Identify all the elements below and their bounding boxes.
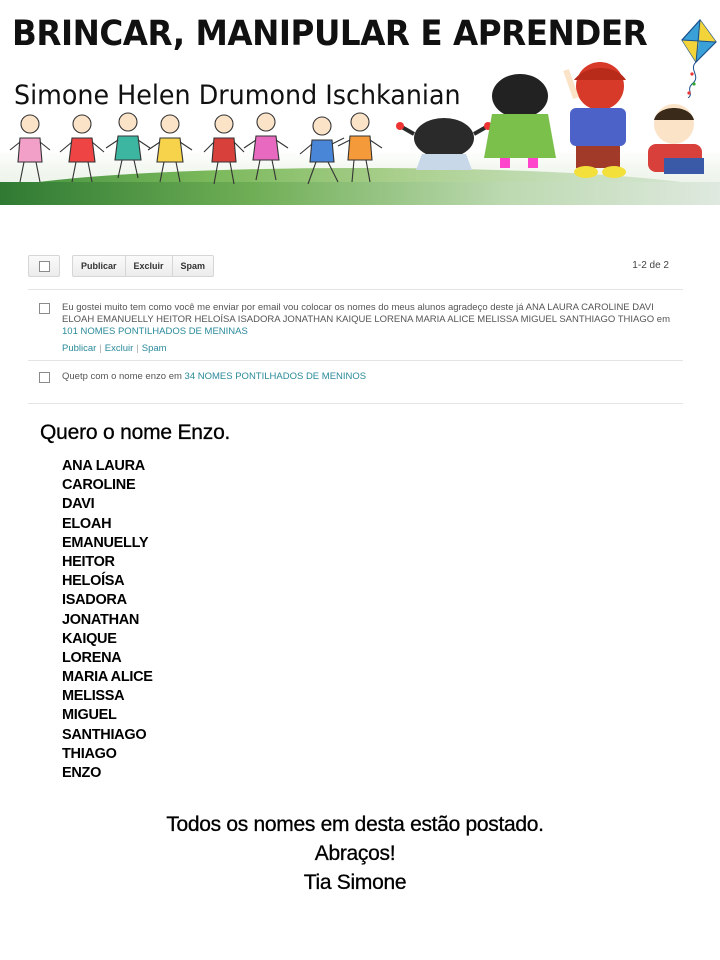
divider (28, 403, 683, 404)
publish-link[interactable]: Publicar (62, 343, 97, 354)
reply-heading: Quero o nome Enzo. (40, 421, 231, 444)
closing-line: Abraços! (314, 842, 396, 865)
name-item: LORENA (62, 649, 122, 666)
children-drawings (8, 112, 408, 192)
comment-item (28, 302, 683, 360)
closing-message (0, 810, 710, 897)
delete-link[interactable]: Excluir (104, 343, 134, 354)
signature: Tia Simone (303, 871, 407, 894)
name-item: ISADORA (62, 592, 127, 609)
comment-checkbox[interactable] (39, 372, 50, 383)
name-item: ELOAH (62, 515, 112, 532)
name-item: DAVI (62, 496, 95, 513)
name-item: MELISSA (62, 688, 125, 705)
name-item: CAROLINE (62, 477, 136, 494)
spam-button[interactable]: Spam (172, 255, 215, 277)
names-list (62, 457, 153, 783)
name-item: HELOÍSA (62, 573, 125, 590)
name-item: JONATHAN (62, 611, 140, 628)
action-buttons (72, 255, 214, 277)
select-all-dropdown[interactable] (28, 255, 60, 277)
closing-line: Todos os nomes em desta estão postado. (166, 813, 544, 836)
comment-post-link[interactable]: 34 NOMES PONTILHADOS DE MENINOS (184, 371, 367, 382)
comment-body (62, 302, 683, 338)
comment-moderation-panel (28, 255, 683, 404)
name-item: ENZO (62, 765, 102, 781)
name-item: EMANUELLY (62, 534, 149, 551)
blog-author: Simone Helen Drumond Ischkanian (14, 80, 461, 111)
publish-button[interactable]: Publicar (72, 255, 126, 277)
divider (28, 360, 683, 361)
blog-header-banner (0, 0, 720, 205)
name-item: ANA LAURA (62, 458, 145, 474)
name-item: MARIA ALICE (62, 669, 153, 686)
name-item: KAIQUE (62, 630, 117, 647)
spam-link[interactable]: Spam (141, 343, 167, 354)
checkbox-icon[interactable] (39, 261, 50, 272)
name-item: SANTHIAGO (62, 726, 147, 743)
name-item: HEITOR (62, 553, 115, 570)
comment-text: Quetp com o nome enzo (62, 371, 167, 382)
moderation-toolbar (28, 255, 683, 277)
name-item: MIGUEL (62, 707, 117, 724)
name-item: THIAGO (62, 745, 117, 762)
children-back-view (396, 58, 720, 184)
delete-button[interactable]: Excluir (125, 255, 173, 277)
blog-title: BRINCAR, MANIPULAR E APRENDER (12, 14, 648, 54)
pagination-count: 1-2 de 2 (632, 260, 669, 271)
comment-post-link[interactable]: 101 NOMES PONTILHADOS DE MENINAS (62, 326, 248, 337)
comment-post-prefix: em (168, 371, 182, 382)
divider (28, 289, 683, 290)
comment-checkbox[interactable] (39, 303, 50, 314)
comment-post-prefix: em (656, 314, 670, 325)
comment-item (28, 371, 683, 403)
comment-actions: Publicar | Excluir | Spam (62, 343, 167, 354)
comment-text: Eu gostei muito tem como você me enviar por email vou colocar os nomes do meus alunos agradeço deste já ANA LAURA CAROLINE DAVI ELOAH EMANUELLY HEITOR HELOÍSA ISADORA JONATHAN KAIQUE LORENA MARIA ALICE MELISSA MIGUEL SANTHIAGO THIAGO (62, 302, 655, 325)
